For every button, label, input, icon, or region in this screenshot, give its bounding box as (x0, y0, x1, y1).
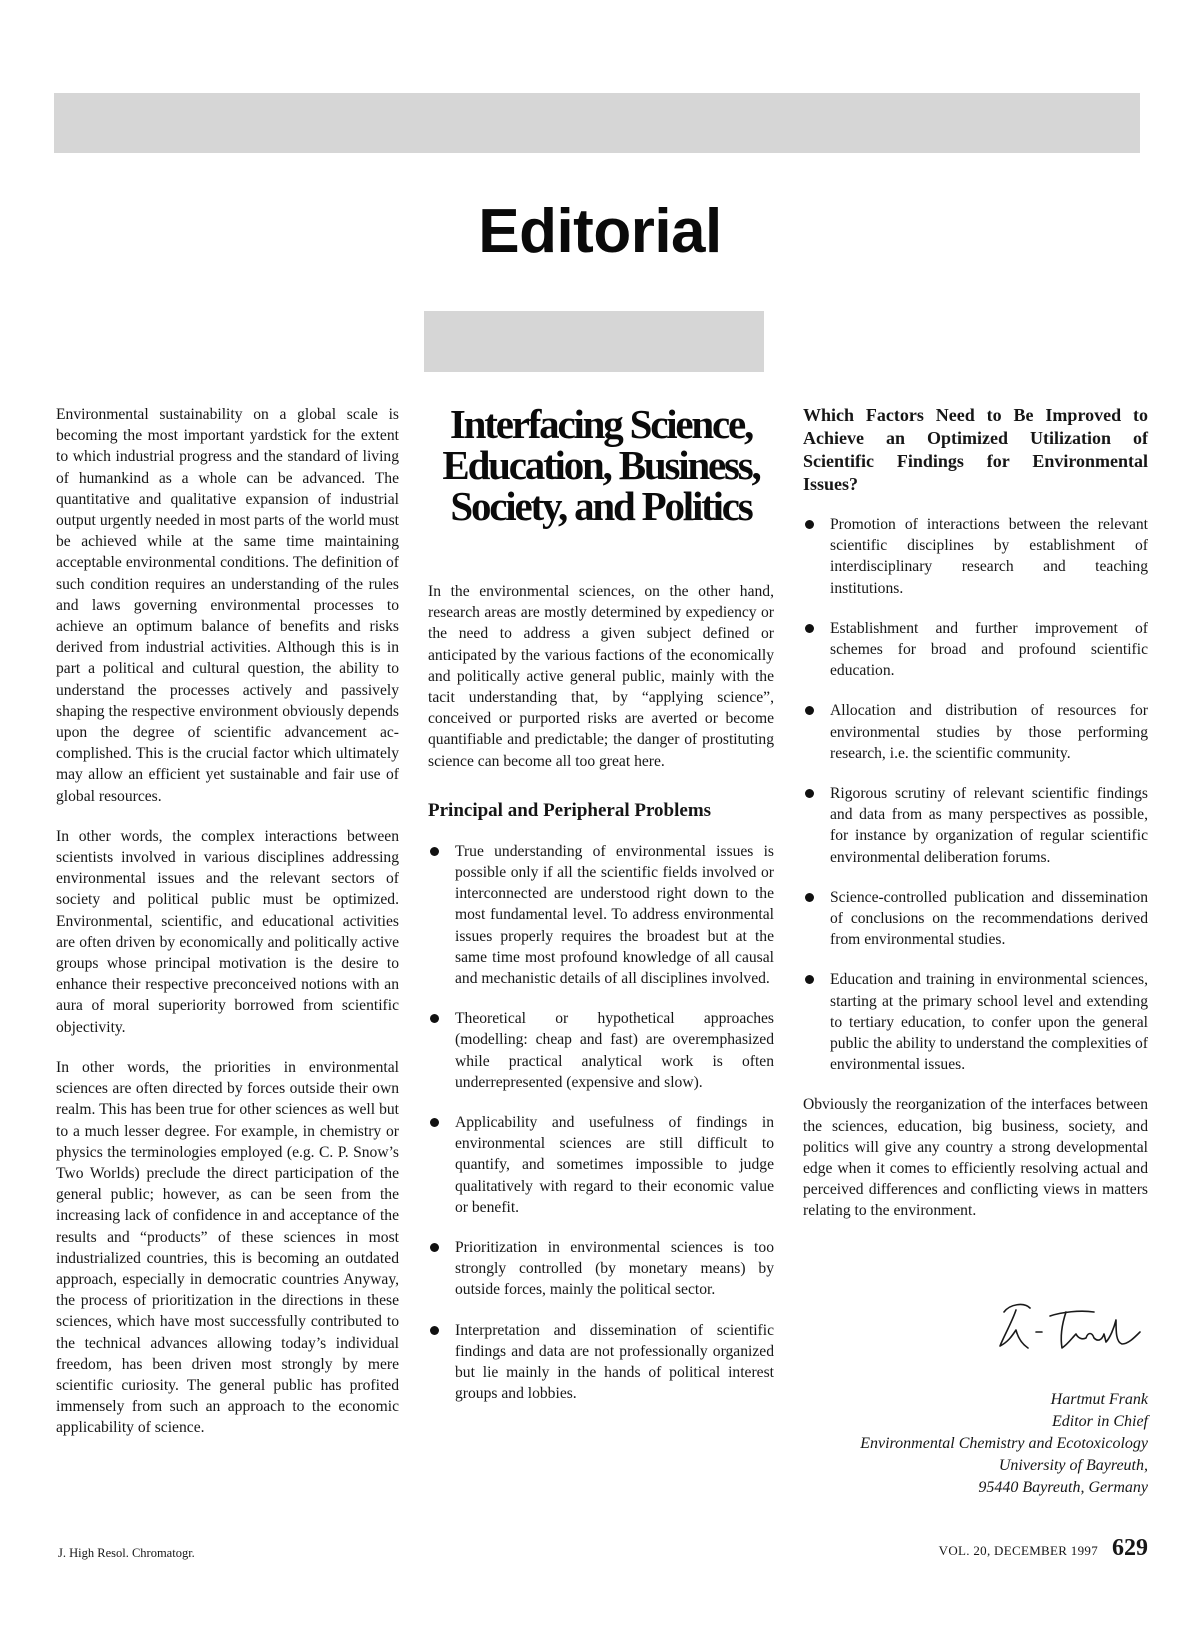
bullet-icon (805, 706, 814, 715)
list-item: Establishment and further improvement of schemes for broad and profound scientific education. (803, 618, 1148, 682)
author-address: 95440 Bayreuth, Germany (978, 1479, 1148, 1496)
page-number: 629 (1112, 1535, 1148, 1561)
bullet-icon (430, 1243, 439, 1252)
section-heading: Principal and Peripheral Problems (428, 799, 712, 821)
factors-list (803, 514, 1148, 1075)
bullet-icon (805, 893, 814, 902)
title-band (424, 311, 764, 372)
column-right (803, 404, 1148, 1222)
author-role: Editor in Chief (1052, 1413, 1148, 1430)
list-item: Applicability and usefulness of findings in environmental sciences are still difficult to quantify, and sometimes impossible to judge qualitatively with regard to their economic value or benefit. (428, 1112, 774, 1218)
list-item: Science-controlled publication and dissemination of conclusions on the recommendations derived from environmental studies. (803, 887, 1148, 951)
list-item: Theoretical or hypothetical approaches (modelling: cheap and fast) are overemphasized while practical analytical work is often underrepresented (expensive and slow). (428, 1008, 774, 1093)
intro-paragraph: In the environmental sciences, on the other hand, research areas are mostly determined by expediency or the need to address a given subject defined or anticipated by the various factions of the economically and politically active general public, mainly with the tacit understanding that, by “applying science”, conceived or purported risks are averted or become quantifiable and predictable; the danger of prostituting science can become all too great here. (428, 583, 774, 770)
bullet-icon (430, 1326, 439, 1335)
author-name: Hartmut Frank (1050, 1391, 1148, 1408)
bullet-icon (430, 1118, 439, 1127)
closing-paragraph: Obviously the reorganization of the interfaces between the sciences, education, big business, society, and politics will give any country a strong developmental edge when it comes to efficiently resolving actual and perceived differences and conflicting views in matters relating to the environment. (803, 1096, 1148, 1220)
footer-right (939, 1535, 1148, 1562)
bullet-icon (805, 624, 814, 633)
column-left (56, 404, 399, 1439)
author-department: Environmental Chemistry and Ecotoxicology (860, 1435, 1148, 1452)
article-title: Interfacing Science, Education, Business, Society, and Politics (442, 401, 760, 529)
list-item: Allocation and distribution of resources for environmental studies by those performing research, i.e. the scientific community. (803, 700, 1148, 764)
bullet-icon (430, 1014, 439, 1023)
list-item: Prioritization in environmental sciences is too strongly controlled (by monetary means) by outside forces, mainly the political sector. (428, 1237, 774, 1301)
bullet-icon (805, 975, 814, 984)
handwritten-signature (990, 1290, 1150, 1360)
bullet-icon (805, 520, 814, 529)
column-middle (428, 401, 774, 1424)
list-item: Rigorous scrutiny of relevant scientific findings and data from as many perspectives as possible, for instance by organization of regular scientific environmental deliberation forums. (803, 783, 1148, 868)
page-heading: Editorial (478, 197, 722, 266)
list-item: True understanding of environmental issues is possible only if all the scientific fields involved or interconnected are understood right down to the most fundamental level. To address environmental issues properly requires the broadest but at the same time most profound knowledge of all causal and mechanistic details of all disciplines involved. (428, 841, 774, 989)
list-item: Interpretation and dissemination of scientific findings and data are not professionally organized but lie mainly in the hands of political interest groups and lobbies. (428, 1320, 774, 1405)
list-item: Education and training in environmental sciences, starting at the primary school level and extending to tertiary education, to confer upon the general public the ability to understand the complexities of environmental issues. (803, 969, 1148, 1075)
header-band (54, 93, 1140, 153)
journal-name: J. High Resol. Chromatogr. (58, 1546, 195, 1560)
factors-heading: Which Factors Need to Be Improved to Achieve an Optimized Utilization of Scientific Findings for Environmental Issues? (803, 405, 1148, 494)
volume-info: VOL. 20, DECEMBER 1997 (938, 1543, 1098, 1558)
bullet-icon (805, 789, 814, 798)
paragraph: In other words, the priorities in environmental sciences are often directed by forces outside their own realm. This has been true for other sciences as well but to a much lesser degree. For example, in chemistry or physics the terminologies employed (e.g. C. P. Snow’s Two Worlds) preclude the direct participation of the general public; however, as can be seen from the increasing lack of confidence in and acceptance of the results and “products” of these sciences in most industrialized countries, this is becoming an outdated approach, especially in democratic countries Anyway, the process of prioritization in the directions in these sciences, which have most successfully contributed to the technical advances allowing today’s individual freedom, has been driven most strongly by mere scientific curiosity. The general public has profited immensely from such an approach to the economic applicability of science. (56, 1058, 399, 1437)
signature-block (800, 1389, 1148, 1499)
author-university: University of Bayreuth, (998, 1457, 1148, 1474)
bullet-icon (430, 847, 439, 856)
paragraph: In other words, the complex interactions between scientists involved in various disciplines addressing environmental issues and the relevant sectors of society and political public must be optimized. Environmental, scientific, and educational activities are often driven by economically and politically active groups whose principal motivation is the desire to enhance their respective preconceived notions with an aura of moral superiority borrowed from scientific objectivity. (56, 827, 399, 1036)
problems-list (428, 841, 774, 1405)
paragraph: Environmental sustainability on a global scale is becoming the most important yardstick for the extent to which industrial progress and the standard of living of humankind as a whole can be advanced. The quantitative and qualitative expansion of industrial output urgently needed in most parts of the world must be achieved while at the same time maintaining acceptable environmental conditions. The definition of such condition requires an understanding of the rules and laws governing environmental processes to achieve an optimum balance of benefits and risks derived from industrial activities. Although this is in part a political and cultural question, the ability to understand the processes actively and passively shaping the respective environment obviously depends upon the degree of scientific advancement accomplished. This is the crucial factor which ultimately may allow an efficient yet sustainable and fair use of global resources. (56, 406, 399, 805)
list-item: Promotion of interactions between the relevant scientific disciplines by establishment of interdisciplinary research and teaching institutions. (803, 514, 1148, 599)
